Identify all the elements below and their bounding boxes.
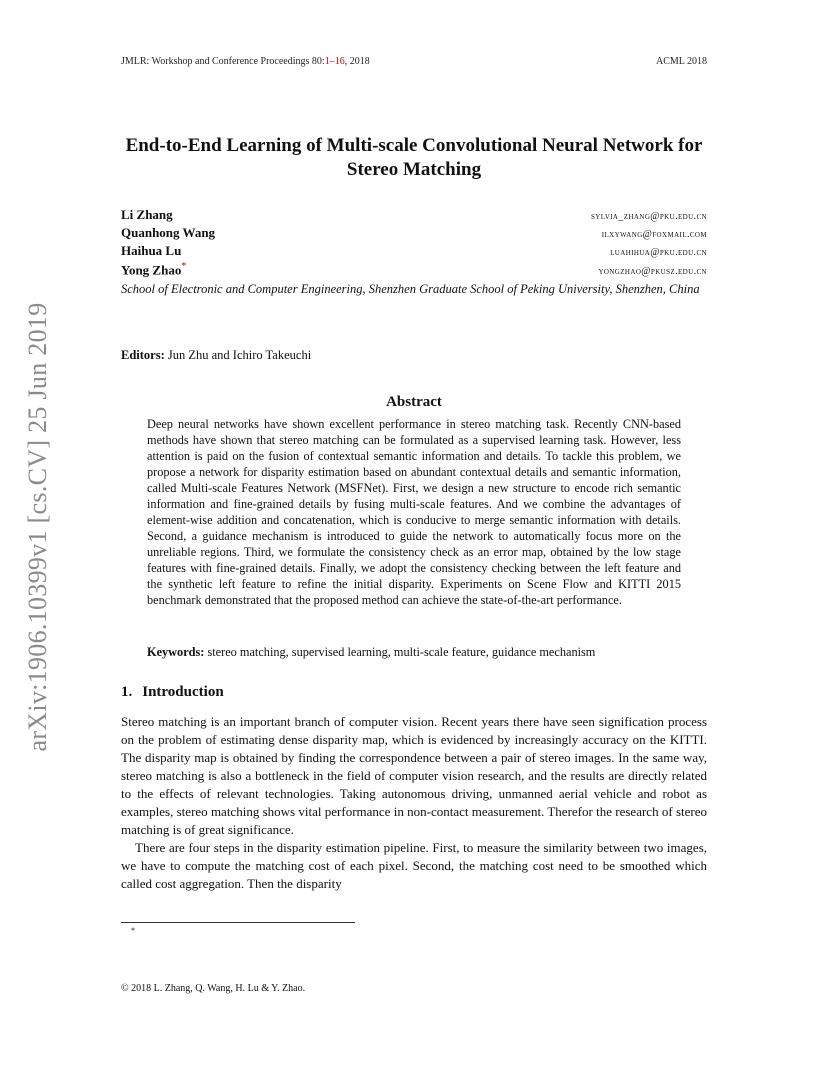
author-email[interactable]: luahihua@pku.edu.cn <box>610 247 707 258</box>
author-row <box>121 207 707 225</box>
author-name: Li Zhang <box>121 207 173 222</box>
footnote-marker-link[interactable]: * <box>181 261 187 272</box>
running-header-right: ACML 2018 <box>655 56 707 67</box>
page-range-link[interactable]: 1–16 <box>324 56 345 67</box>
journal-year: , 2018 <box>344 56 370 67</box>
keywords-line <box>147 645 687 660</box>
abstract-text: Deep neural networks have shown excellent performance in stereo matching task. Recently CNN-based methods have shown that stereo matching can be formulated as a supervised learning task. However, less attention is paid on the fusion of contextual semantic information and details. To tackle this problem, we propose a network for disparity estimation based on abundant contextual details and semantic information, called Multi-scale Features Network (MSFNet). First, we design a new structure to encode rich semantic information and fine-grained details by fusing multi-scale features. And we combine the advantages of element-wise addition and concatenation, which is conducive to merge semantic information with details. Second, a guidance mechanism is introduced to guide the network to automatically focus more on the unreliable regions. Third, we formulate the consistency check as an error map, obtained by the low stage features with fine-grained details. Finally, we adopt the consistency checking between the left feature and the synthetic left feature to refine the initial disparity. Experiments on Scene Flow and KITTI 2015 benchmark demonstrated that the proposed method can achieve the state-of-the-art performance. <box>147 417 681 607</box>
paragraph: Stereo matching is an important branch of computer vision. Recent years there have seen signification process on the problem of estimating dense disparity map, which is evidenced by increasingly accuracy on the KITTI. The disparity map is obtained by finding the correspondence between a pair of stereo images. In the same way, stereo matching is also a bottleneck in the field of computer vision research, and the results are directly related to the effects of relevant technologies. Taking autonomous driving, unmanned aerial vehicle and robot as examples, stereo matching shows vital performance in non-contact measurement. Therefor the research of stereo matching is of great significance. <box>121 714 707 837</box>
keywords-label: Keywords: <box>147 645 205 659</box>
author-name: Yong Zhao <box>121 262 182 278</box>
author-name-with-marker <box>121 261 186 278</box>
keywords-text: stereo matching, supervised learning, multi-scale feature, guidance mechanism <box>207 645 596 659</box>
abstract-heading: Abstract <box>386 394 442 410</box>
section-heading <box>121 684 224 701</box>
section-number: 1. <box>121 684 133 700</box>
paragraph: There are four steps in the disparity estimation pipeline. First, to measure the similarity between two images, we have to compute the matching cost of each pixel. Second, the matching cost need to be smoothed which called cost aggregation. Then the disparity <box>121 840 707 891</box>
author-email[interactable]: yongzhao@pkusz.edu.cn <box>598 266 707 278</box>
author-row <box>121 261 707 279</box>
editors-label: Editors: <box>121 348 165 362</box>
editors-line <box>121 348 311 363</box>
author-block <box>121 207 707 298</box>
author-name: Quanhong Wang <box>121 225 216 240</box>
author-row <box>121 225 707 243</box>
journal-name: JMLR: Workshop and Conference Proceedings 80: <box>121 56 325 67</box>
author-name: Haihua Lu <box>121 243 182 258</box>
paper-title: End-to-End Learning of Multi-scale Convolutional Neural Network for Stereo Matching <box>125 135 703 180</box>
author-email[interactable]: ilxywang@foxmail.com <box>601 229 707 240</box>
footnote-marker: * <box>131 926 135 935</box>
arxiv-stamp: arXiv:1906.10399v1 [cs.CV] 25 Jun 2019 <box>23 302 52 752</box>
footnote-rule <box>121 922 355 923</box>
copyright-line: © 2018 L. Zhang, Q. Wang, H. Lu & Y. Zhao. <box>121 983 306 994</box>
affiliation: School of Electronic and Computer Engineering, Shenzhen Graduate School of Peking University, Shenzhen, China <box>121 282 700 296</box>
author-row <box>121 243 707 261</box>
body-text <box>121 713 707 893</box>
editors-names: Jun Zhu and Ichiro Takeuchi <box>167 348 312 362</box>
running-header-left <box>121 56 370 67</box>
author-email[interactable]: sylvia_zhang@pku.edu.cn <box>590 211 707 222</box>
section-title: Introduction <box>142 684 224 700</box>
